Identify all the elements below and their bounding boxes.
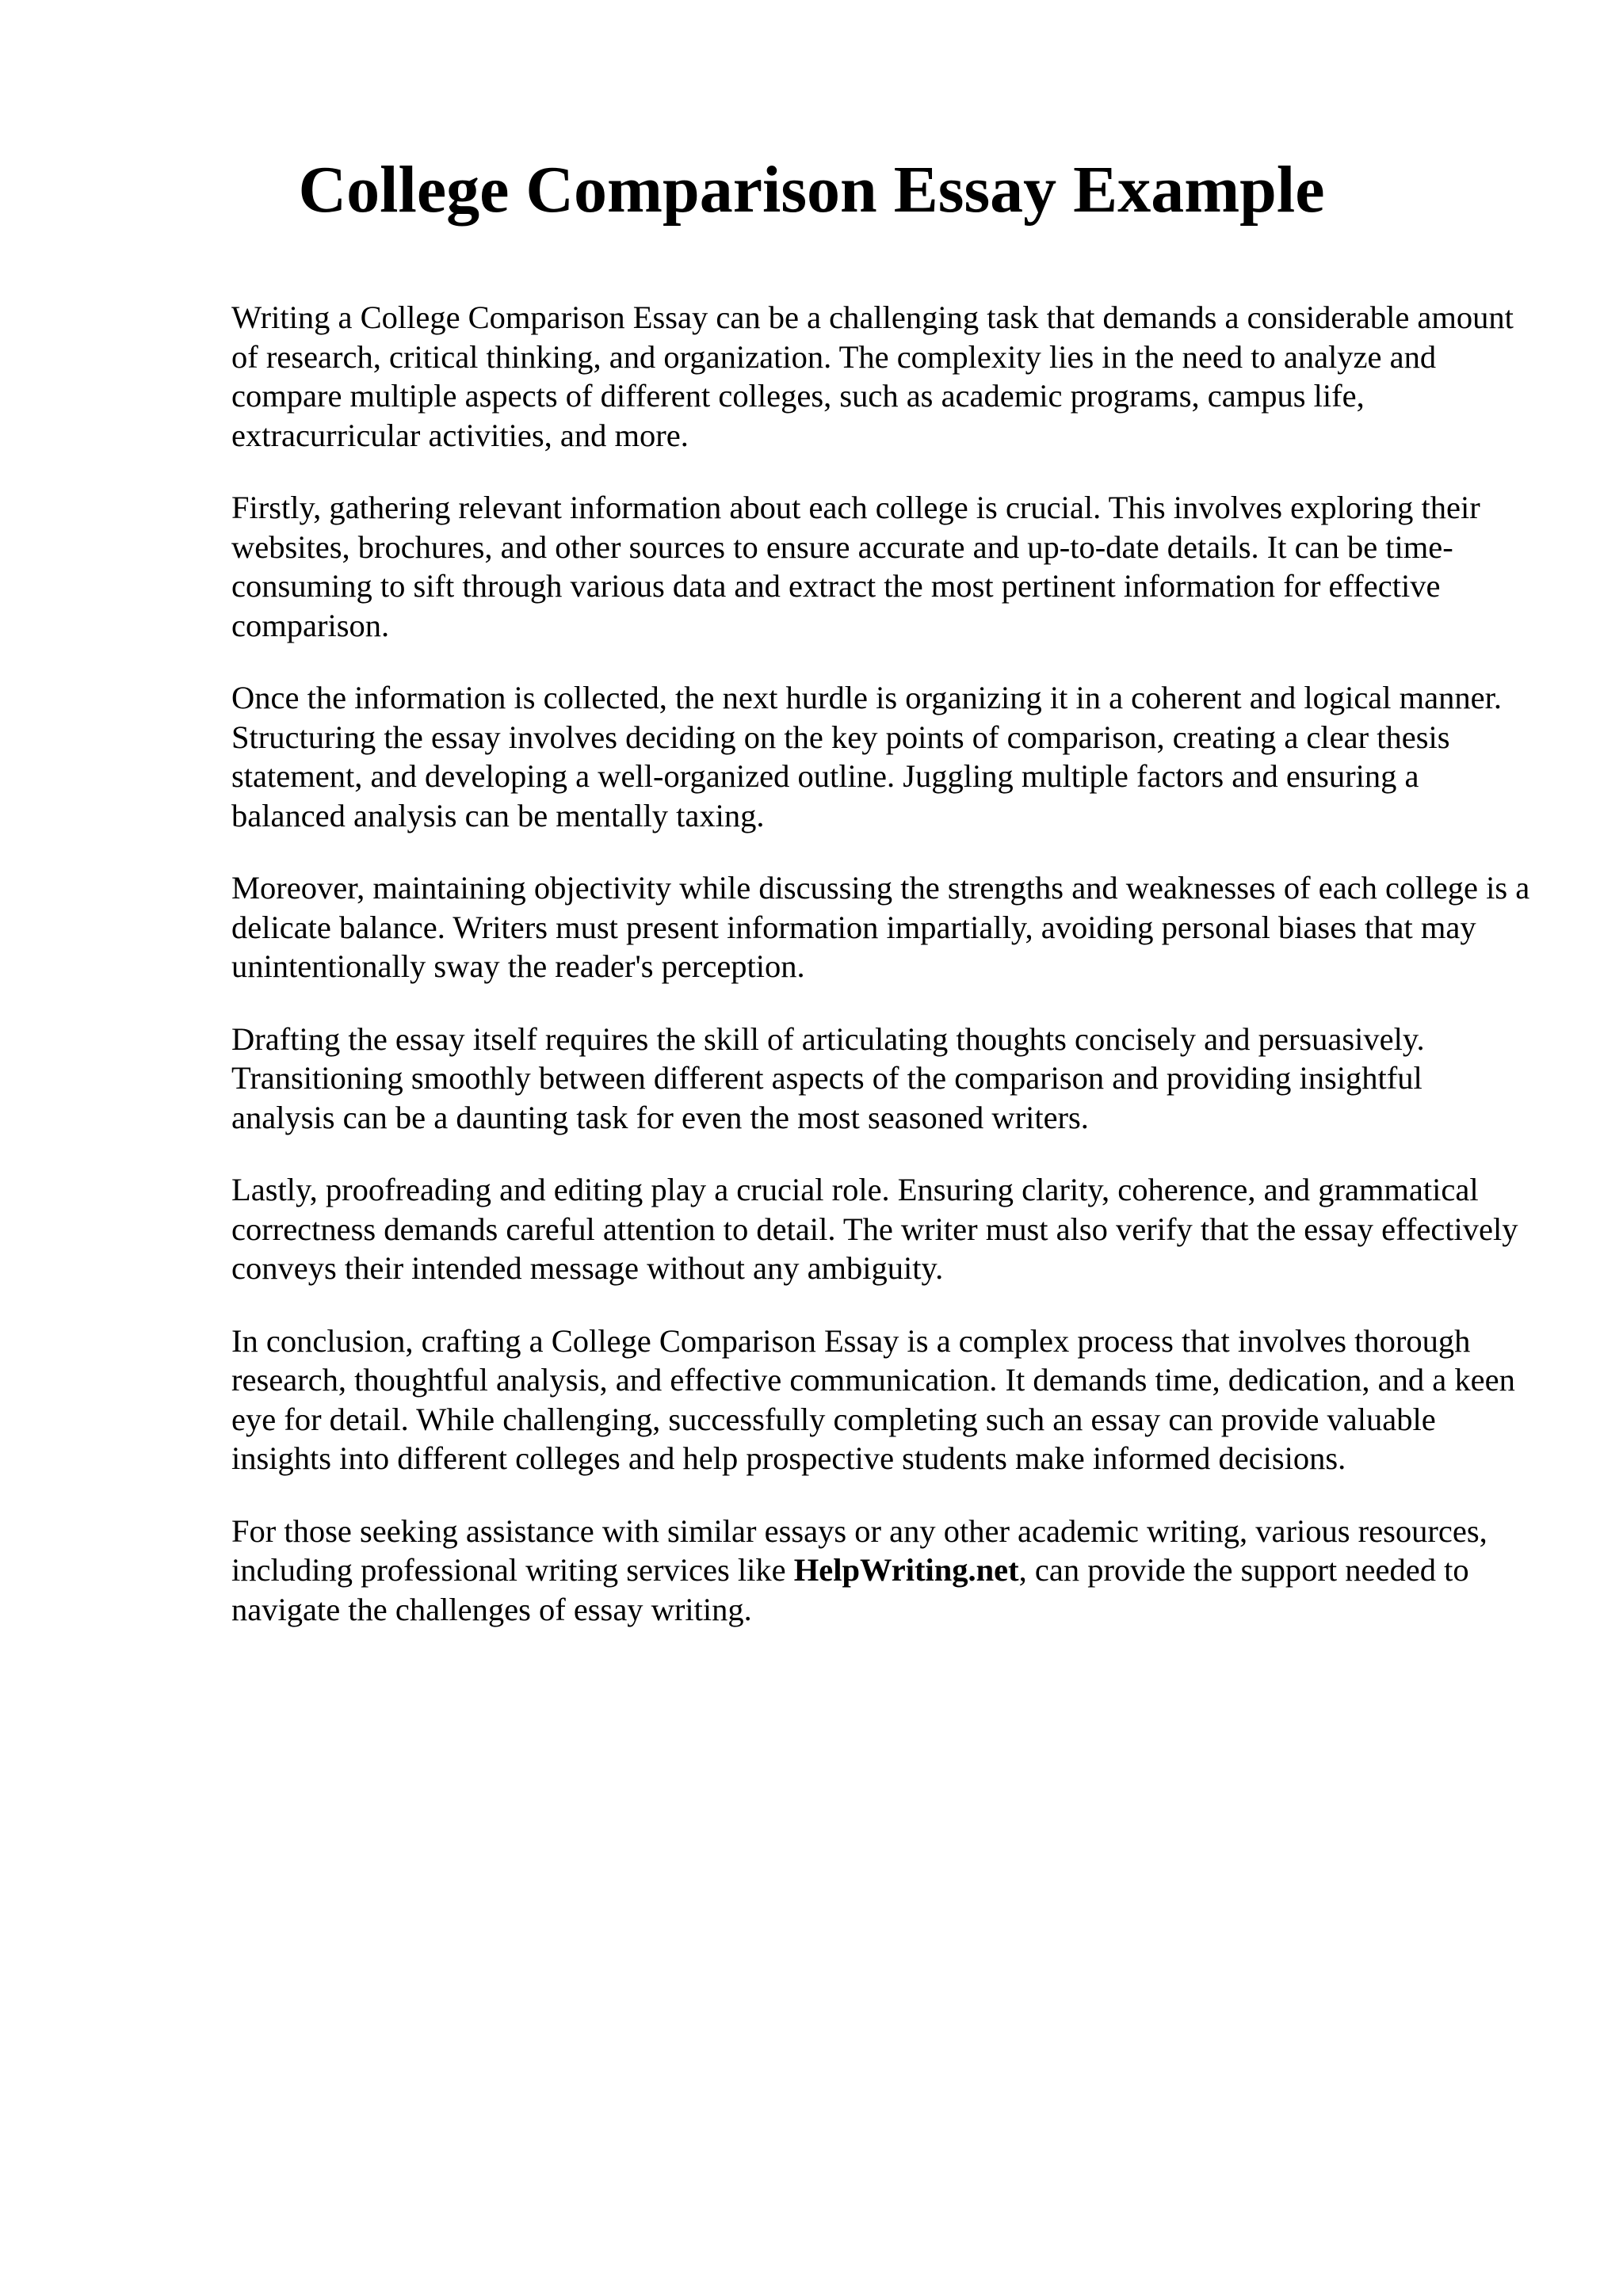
paragraph-proofreading: Lastly, proofreading and editing play a crucial role. Ensuring clarity, coherence, and grammatical correctness demands careful attention to detail. The writer must also verify that the essay effectively conveys their intended message without any ambiguity.: [231, 1172, 1518, 1286]
resources-text-before: For those seeking assistance with similar essays or any other academic writing, various resources, including professional writing services like: [231, 1512, 1487, 1588]
paragraph-objectivity: Moreover, maintaining objectivity while discussing the strengths and weaknesses of each college is a delicate balance. Writers must present information impartially, avoiding personal biases that may unintentionally sway the reader's perception.: [231, 870, 1530, 984]
essay-body: [231, 298, 1531, 1662]
paragraph-resources: [231, 1512, 1531, 1630]
helpwriting-link[interactable]: HelpWriting.net: [793, 1552, 1019, 1588]
paragraph-gathering: Firstly, gathering relevant information about each college is crucial. This involves exploring their websites, brochures, and other sources to ensure accurate and up-to-date details. It can be time-consuming to sift through various data and extract the most pertinent information for effective comparison.: [231, 490, 1480, 643]
paragraph-organizing: Once the information is collected, the next hurdle is organizing it in a coherent and logical manner. Structuring the essay involves deciding on the key points of comparison, creating a clear thesis statement, and developing a well-organized outline. Juggling multiple factors and ensuring a balanced analysis can be mentally taxing.: [231, 680, 1502, 833]
resources-text-after: , can provide the support needed to navigate the challenges of essay writing.: [231, 1552, 1469, 1627]
paragraph-conclusion: In conclusion, crafting a College Comparison Essay is a complex process that involves thorough research, thoughtful analysis, and effective communication. It demands time, dedication, and a keen eye for detail. While challenging, successfully completing such an essay can provide valuable insights into different colleges and help prospective students make informed decisions.: [231, 1322, 1515, 1476]
paragraph-intro: Writing a College Comparison Essay can be a challenging task that demands a considerable amount of research, critical thinking, and organization. The complexity lies in the need to analyze and compare multiple aspects of different colleges, such as academic programs, campus life, extracurricular activities, and more.: [231, 299, 1514, 453]
paragraph-drafting: Drafting the essay itself requires the skill of articulating thoughts concisely and persuasively. Transitioning smoothly between different aspects of the comparison and providing insightful analysis can be a daunting task for even the most seasoned writers.: [231, 1020, 1425, 1135]
page-title: College Comparison Essay Example: [298, 153, 1325, 227]
